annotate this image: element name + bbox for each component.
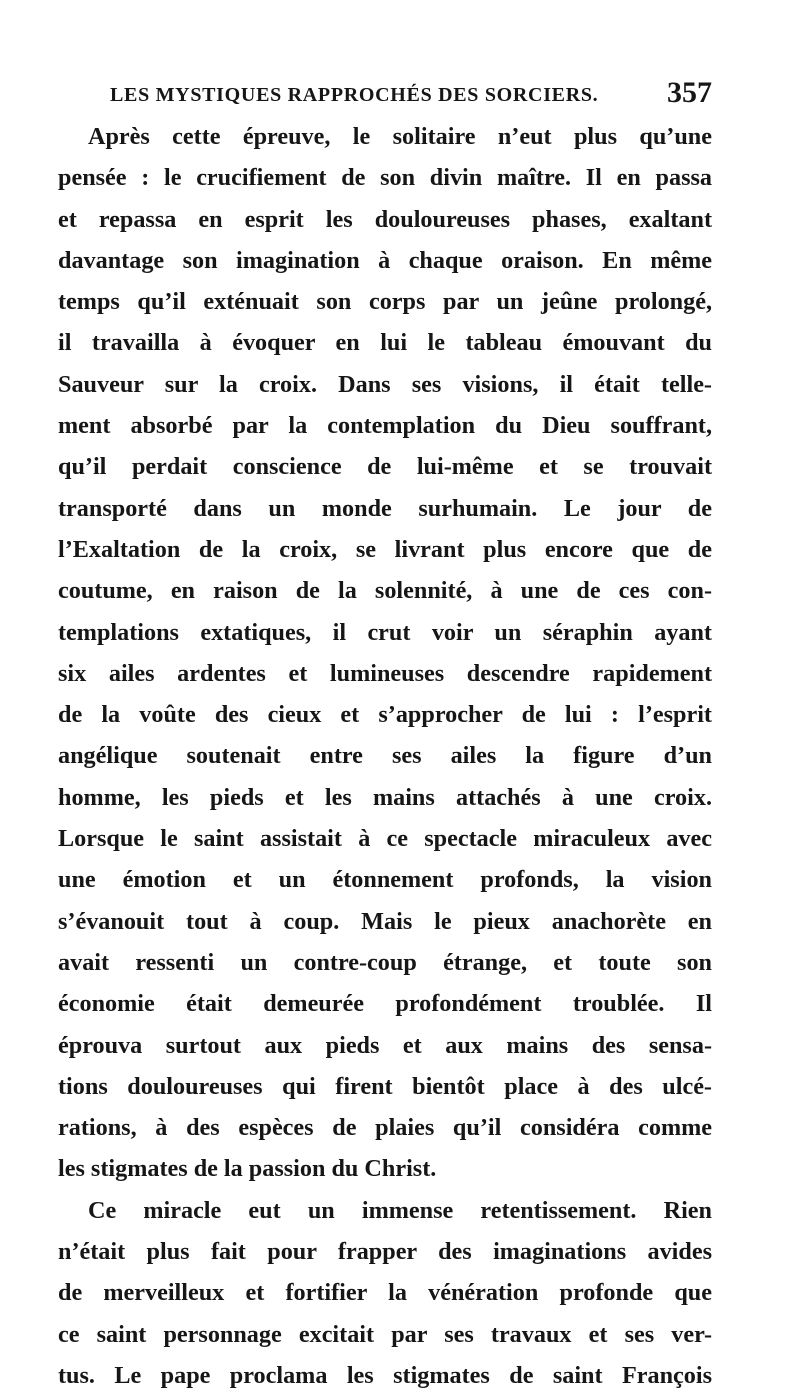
text-line: éprouva surtout aux pieds et aux mains des sensa- (58, 1031, 712, 1059)
text-line: et repassa en esprit les douloureuses phases, exaltant (58, 205, 712, 233)
text-line: de la voûte des cieux et s’approcher de lui : l’esprit (58, 701, 712, 729)
text-line: tions douloureuses qui firent bientôt place à des ulcé- (58, 1072, 712, 1100)
text-line: coutume, en raison de la solennité, à une de ces con- (58, 577, 712, 605)
text-line: économie était demeurée profondément troublée. Il (58, 990, 712, 1018)
text-line: une émotion et un étonnement profonds, la vision (58, 866, 712, 894)
text-line: tus. Le pape proclama les stigmates de saint François (58, 1361, 712, 1389)
text-line: angélique soutenait entre ses ailes la figure d’un (58, 742, 712, 770)
text-line: davantage son imagination à chaque oraison. En même (58, 246, 712, 274)
body-text (58, 116, 712, 1396)
text-line: Après cette épreuve, le solitaire n’eut plus qu’une (88, 123, 712, 150)
text-line: l’Exaltation de la croix, se livrant plus encore que de (58, 535, 712, 563)
text-line: templations extatiques, il crut voir un séraphin ayant (58, 618, 712, 646)
text-line: de merveilleux et fortifier la vénération profonde que (58, 1279, 712, 1307)
text-line: qu’il perdait conscience de lui-même et se trouvait (58, 453, 712, 481)
text-line: six ailes ardentes et lumineuses descendre rapidement (58, 659, 712, 687)
text-line: transporté dans un monde surhumain. Le jour de (58, 494, 712, 522)
text-line: avait ressenti un contre-coup étrange, et toute son (58, 948, 712, 976)
text-line: Lorsque le saint assistait à ce spectacle miraculeux avec (58, 825, 712, 853)
text-line: ment absorbé par la contemplation du Dieu souffrant, (58, 412, 712, 440)
text-line: homme, les pieds et les mains attachés à une croix. (58, 783, 712, 811)
running-head (58, 76, 712, 116)
text-line: pensée : le crucifiement de son divin maître. Il en passa (58, 164, 712, 192)
text-line: Ce miracle eut un immense retentissement. Rien (88, 1196, 712, 1224)
text-line: rations, à des espèces de plaies qu’il considéra comme (58, 1114, 712, 1142)
text-line: temps qu’il exténuait son corps par un jeûne prolongé, (58, 288, 712, 316)
text-line: les stigmates de la passion du Christ. (58, 1155, 437, 1183)
running-title: LES MYSTIQUES RAPPROCHÉS DES SORCIERS. (110, 84, 599, 106)
text-line: il travailla à évoquer en lui le tableau émouvant du (58, 329, 712, 357)
text-line: ce saint personnage excitait par ses travaux et ses ver- (58, 1320, 712, 1348)
text-line: n’était plus fait pour frapper des imaginations avides (58, 1238, 712, 1266)
text-line: Sauveur sur la croix. Dans ses visions, il était telle- (58, 370, 712, 398)
text-line: s’évanouit tout à coup. Mais le pieux anachorète en (58, 907, 712, 935)
page-number: 357 (667, 76, 712, 109)
